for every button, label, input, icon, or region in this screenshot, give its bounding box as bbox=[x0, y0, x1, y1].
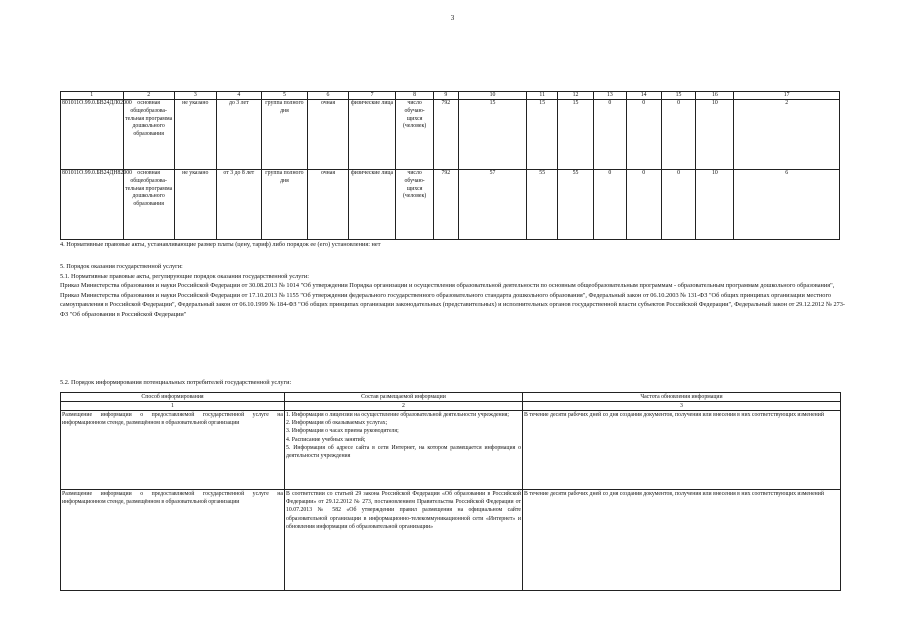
content-line: 5. Информация об адресе сайта в сети Интернет, на котором размещается информация о деятельности учреждения bbox=[286, 444, 521, 460]
table-cell: 0 bbox=[661, 170, 696, 240]
column-header: 14 bbox=[626, 92, 661, 100]
table-row bbox=[61, 100, 840, 170]
table-header-row bbox=[61, 393, 841, 402]
section-5-2-title: 5.2. Порядок информирования потенциальных потребителей государственной услуги: bbox=[60, 379, 292, 386]
column-header: 4 bbox=[216, 92, 261, 100]
table-cell: 0 bbox=[593, 170, 626, 240]
frequency-cell: В течение десяти рабочих дней со дня создания документов, получения или внесения в них соответствующих изменений bbox=[523, 490, 841, 591]
column-header: 5 bbox=[261, 92, 307, 100]
table-cell: число обучаю-щихся (человек) bbox=[396, 100, 434, 170]
table-row bbox=[61, 411, 841, 490]
column-number: 3 bbox=[523, 402, 841, 411]
table-cell: не указано bbox=[174, 100, 216, 170]
table-cell: 801011О.99.0.БВ24ДЛ02000 bbox=[61, 100, 124, 170]
column-header: 1 bbox=[61, 92, 124, 100]
method-cell: Размещение информации о предоставляемой государственной услуге на информационном стенде, размещённом в образовательной организации bbox=[61, 411, 285, 490]
table-cell: 10 bbox=[696, 170, 734, 240]
table-row bbox=[61, 490, 841, 591]
table-cell: очная bbox=[308, 170, 349, 240]
table-cell: от 3 до 8 лет bbox=[216, 170, 261, 240]
table-cell: не указано bbox=[174, 170, 216, 240]
table-cell: 2 bbox=[734, 100, 840, 170]
table-number-row bbox=[61, 402, 841, 411]
table-cell: 0 bbox=[626, 100, 661, 170]
column-header: 11 bbox=[527, 92, 558, 100]
table-cell: группа полного дня bbox=[261, 170, 307, 240]
column-number: 2 bbox=[285, 402, 523, 411]
table-cell: основная общеобразова-тельная программа дошкольного образования bbox=[123, 100, 174, 170]
section-5-title: 5. Порядок оказания государственной услуги: bbox=[60, 263, 183, 270]
column-header: 3 bbox=[174, 92, 216, 100]
section-4-text: 4. Нормативные правовые акты, устанавливающие размер платы (цену, тариф) либо порядок ее (его) установления: нет bbox=[60, 241, 381, 248]
column-header: 15 bbox=[661, 92, 696, 100]
header-content: Состав размещаемой информации bbox=[285, 393, 523, 402]
column-header: 7 bbox=[349, 92, 396, 100]
content-line: 2. Информация об оказываемых услугах; bbox=[286, 420, 388, 427]
table-cell: основная общеобразова-тельная программа дошкольного образования bbox=[123, 170, 174, 240]
content-line: В соответствии со статьей 29 закона Российской Федерации «Об образовании в Российской Федерации» от 29.12.2012 № 273, постановлением Правительства Российской Федерации от 10.07.2013 № 582 «Об утверждении правил размещения на официальном сайте образовательной организации в информационно-телекоммуникационной сети «Интернет» и обновления информации об образовательной организации» bbox=[286, 491, 521, 530]
method-cell: Размещение информации о предоставляемой государственной услуге на информационном стенде, размещённом в образовательной организации bbox=[61, 490, 285, 591]
table-cell: 0 bbox=[661, 100, 696, 170]
content-cell bbox=[285, 490, 523, 591]
section-5-block bbox=[60, 262, 850, 320]
column-header: 12 bbox=[558, 92, 594, 100]
volume-indicators-table bbox=[60, 91, 840, 240]
table-cell: 801011О.99.0.БВ24ДН82000 bbox=[61, 170, 124, 240]
table-cell: 0 bbox=[626, 170, 661, 240]
table-cell: 55 bbox=[527, 170, 558, 240]
table-cell: 15 bbox=[558, 100, 594, 170]
content-line: 3. Информация о часах приема руководителя; bbox=[286, 428, 399, 435]
section-5-1-text: Приказ Министерства образования и науки Российской Федерации от 30.08.2013 № 1014 "Об утверждении Порядка организации и осуществления образовательной деятельности по основным общеобразовательным программам - образовательным программам дошкольного образования", Приказ Министерства образования и науки Российской Федерации от 17.10.2013 № 1155 "Об утверждении федерального государственного образовательного стандарта дошкольного образования", Федеральный закон от 06.10.2003 № 131-ФЗ "Об общих принципах организации местного самоуправления в Российской Федерации", Федеральный закон от 06.10.1999 № 184-ФЗ "Об общих принципах организации законодательных (представительных) и исполнительных органов государственной власти субъектов Российской Федерации", Федеральный закон от 29.12.2012 № 273-ФЗ "Об образовании в Российской Федерации" bbox=[60, 282, 845, 318]
column-header: 6 bbox=[308, 92, 349, 100]
table-cell: до 3 лет bbox=[216, 100, 261, 170]
table-cell: 0 bbox=[593, 100, 626, 170]
content-cell bbox=[285, 411, 523, 490]
table-cell: 792 bbox=[434, 170, 459, 240]
column-header: 8 bbox=[396, 92, 434, 100]
column-header: 2 bbox=[123, 92, 174, 100]
table-cell: 15 bbox=[458, 100, 527, 170]
column-header: 13 bbox=[593, 92, 626, 100]
table-cell: группа полного дня bbox=[261, 100, 307, 170]
page-number: 3 bbox=[450, 14, 455, 22]
informing-table bbox=[60, 392, 841, 591]
frequency-cell: В течение десяти рабочих дней со дня создания документов, получения или внесения в них соответствующих изменений bbox=[523, 411, 841, 490]
header-frequency: Частота обновления информации bbox=[523, 393, 841, 402]
table-cell: 15 bbox=[527, 100, 558, 170]
content-line: 1. Информация о лицензии на осуществление образовательной деятельности учреждения; bbox=[286, 412, 510, 418]
table-cell: 792 bbox=[434, 100, 459, 170]
table-cell: очная bbox=[308, 100, 349, 170]
table-cell: 57 bbox=[458, 170, 527, 240]
column-number: 1 bbox=[61, 402, 285, 411]
table-header-row bbox=[61, 92, 840, 100]
table-cell: физические лица bbox=[349, 170, 396, 240]
table-cell: 55 bbox=[558, 170, 594, 240]
section-5-1-title: 5.1. Нормативные правовые акты, регулирующие порядок оказания государственной услуги: bbox=[60, 272, 310, 280]
table-cell: физические лица bbox=[349, 100, 396, 170]
header-method: Способ информирования bbox=[61, 393, 285, 402]
column-header: 17 bbox=[734, 92, 840, 100]
table-cell: 10 bbox=[696, 100, 734, 170]
table-cell: 6 bbox=[734, 170, 840, 240]
table-cell: число обучаю-щихся (человек) bbox=[396, 170, 434, 240]
content-line: 4. Расписание учебных занятий; bbox=[286, 436, 366, 443]
table-row bbox=[61, 170, 840, 240]
column-header: 9 bbox=[434, 92, 459, 100]
column-header: 10 bbox=[458, 92, 527, 100]
column-header: 16 bbox=[696, 92, 734, 100]
